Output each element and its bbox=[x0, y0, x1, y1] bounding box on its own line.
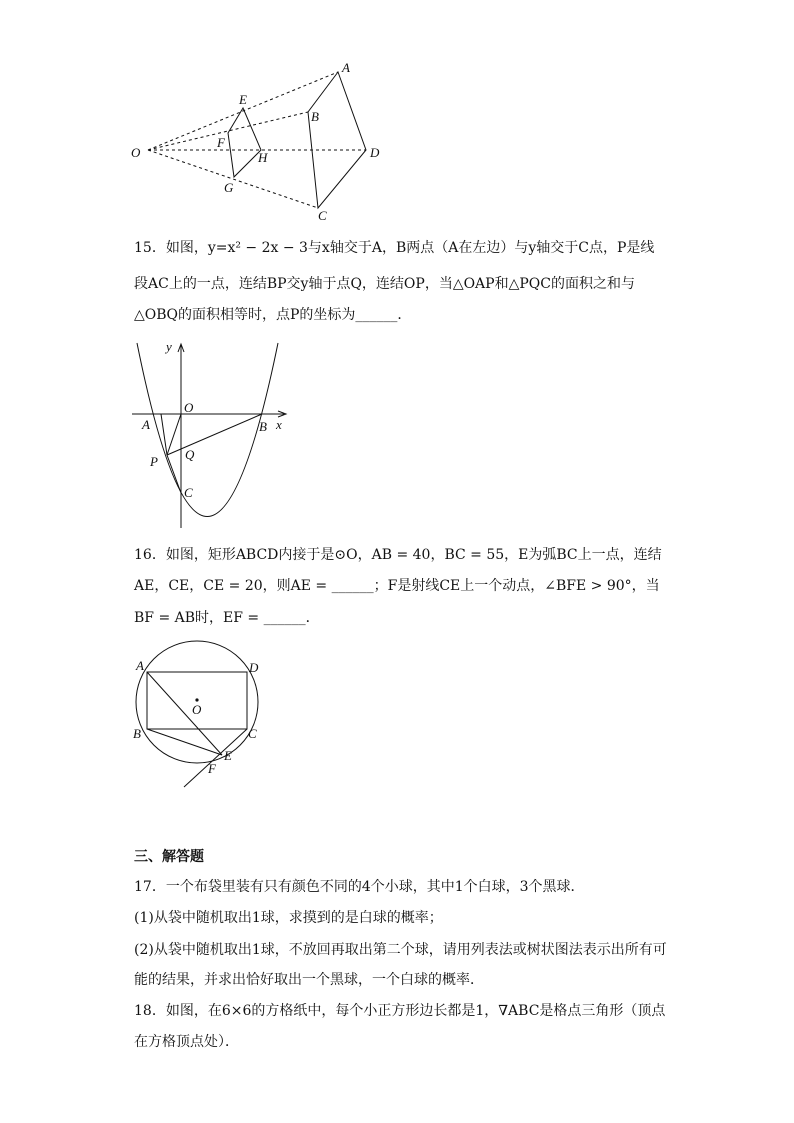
label-D: D bbox=[249, 660, 259, 675]
q16-line-1: 16．如图，矩形ABCD内接于是⊙O，AB = 40，BC = 55，E为弧BC上一点，连结 bbox=[134, 547, 662, 563]
label-C: C bbox=[184, 485, 193, 500]
q17-line-3: (2)从袋中随机取出1球，不放回再取出第二个球，请用列表法或树状图法表示出所有可 bbox=[134, 942, 667, 958]
label-A: A bbox=[136, 658, 144, 673]
label-O: O bbox=[192, 702, 202, 717]
label-Q: Q bbox=[185, 447, 195, 462]
section-heading: 三、解答题 bbox=[134, 849, 204, 865]
label-O: O bbox=[184, 400, 194, 415]
label-y: y bbox=[166, 339, 172, 354]
label-B: B bbox=[133, 726, 141, 741]
label-A: A bbox=[142, 417, 150, 432]
label-B: B bbox=[311, 109, 319, 124]
label-E: E bbox=[224, 748, 232, 763]
label-G: G bbox=[224, 180, 234, 195]
q15-line-1: 15．如图，y=x² − 2x − 3与x轴交于A，B两点（A在左边）与y轴交于C点，P是线 bbox=[134, 240, 655, 256]
label-H: H bbox=[258, 150, 268, 165]
figure-parabola bbox=[125, 335, 300, 530]
label-B: B bbox=[259, 419, 267, 434]
q17-line-4: 能的结果，并求出恰好取出一个黑球，一个白球的概率． bbox=[134, 972, 484, 988]
figure-circle-rectangle bbox=[128, 640, 268, 790]
q16-line-3: BF = AB时，EF = ______． bbox=[134, 610, 320, 626]
label-C: C bbox=[248, 726, 257, 741]
label-A: A bbox=[342, 60, 350, 75]
q15-line-3: △OBQ的面积相等时，点P的坐标为______． bbox=[134, 307, 412, 323]
label-O: O bbox=[131, 145, 141, 160]
q18-line-2: 在方格顶点处）． bbox=[134, 1034, 239, 1050]
figure-homothety bbox=[120, 55, 400, 230]
label-E: E bbox=[239, 92, 247, 107]
q18-line-1: 18．如图，在6×6的方格纸中，每个小正方形边长都是1，∇ABC是格点三角形（顶点 bbox=[134, 1003, 666, 1019]
q15-line-2: 段AC上的一点，连结BP交y轴于点Q，连结OP，当△OAP和△PQC的面积之和与 bbox=[134, 276, 635, 292]
label-C: C bbox=[318, 208, 327, 223]
label-F: F bbox=[208, 761, 216, 776]
q17-line-1: 17．一个布袋里装有只有颜色不同的4个小球，其中1个白球，3个黑球． bbox=[134, 879, 585, 895]
label-P: P bbox=[150, 454, 158, 469]
label-F: F bbox=[217, 135, 225, 150]
label-x: x bbox=[276, 417, 282, 432]
q17-line-2: (1)从袋中随机取出1球，求摸到的是白球的概率； bbox=[134, 910, 443, 926]
q16-line-2: AE，CE，CE = 20，则AE = ______；F是射线CE上一个动点，∠BFE > 90°，当 bbox=[134, 578, 660, 594]
label-D: D bbox=[370, 145, 380, 160]
